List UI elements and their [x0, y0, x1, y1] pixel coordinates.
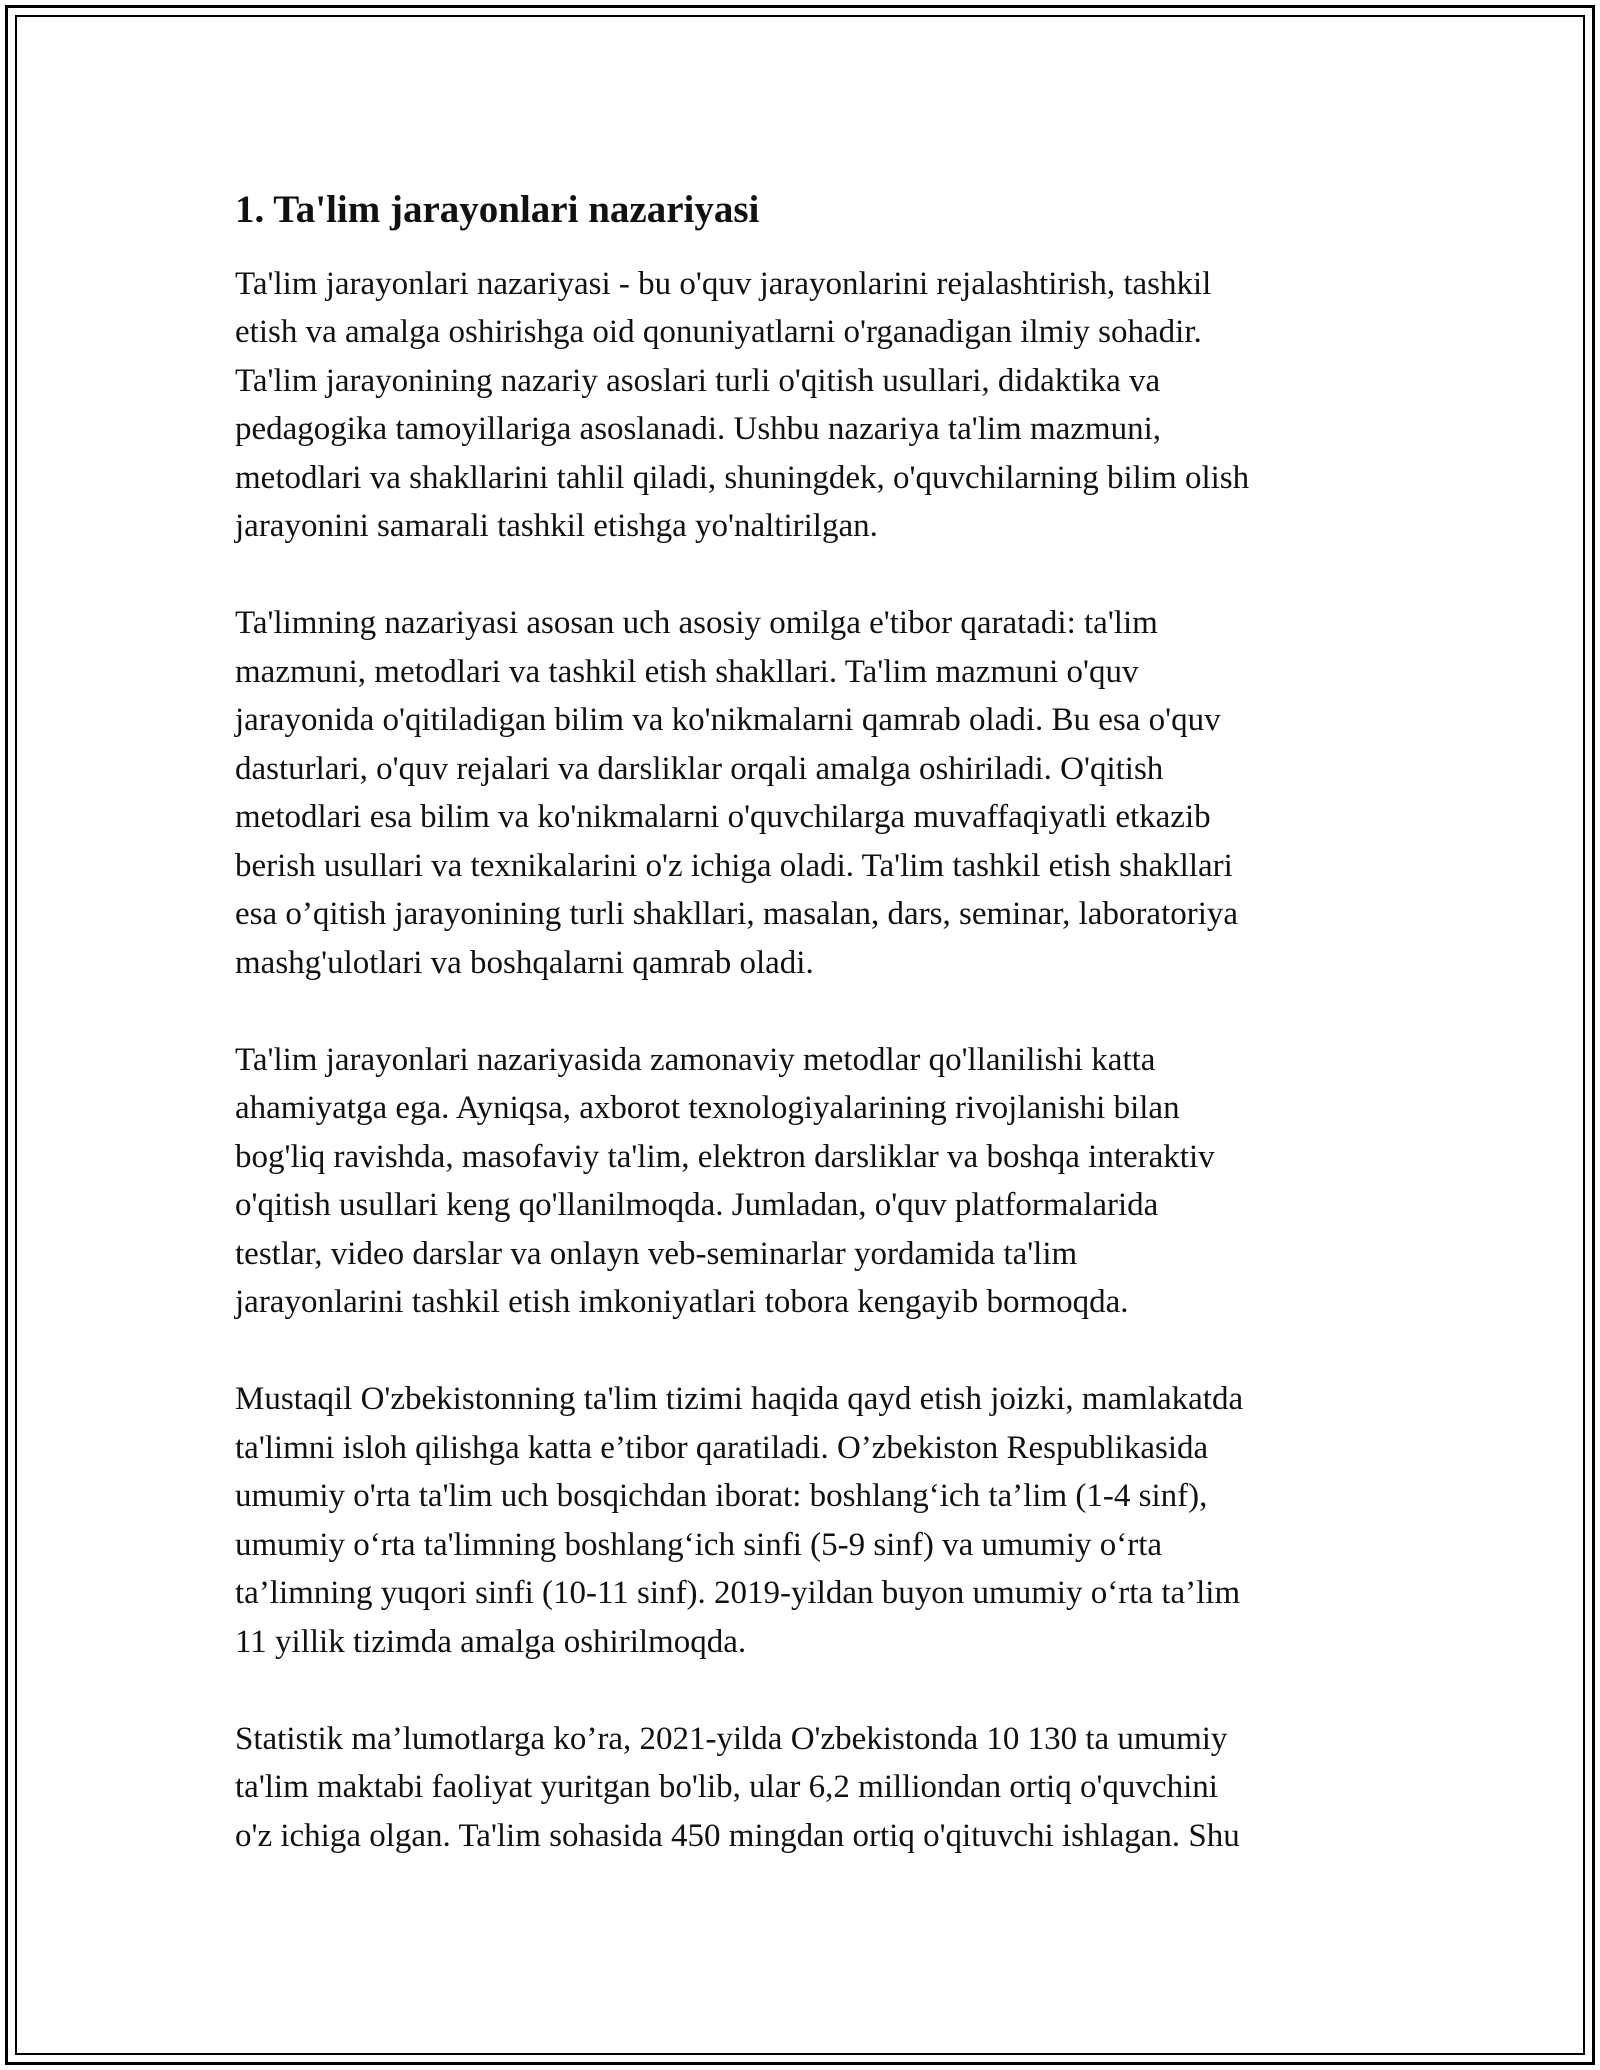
paragraph — [235, 1375, 1370, 1666]
paragraph-line: Ta'lim jarayonining nazariy asoslari turli o'qitish usullari, didaktika va — [235, 362, 1161, 399]
paragraph-line: jarayonlarini tashkil etish imkoniyatlari tobora kengayib bormoqda. — [235, 1284, 1129, 1321]
paragraph-line: o'qitish usullari keng qo'llanilmoqda. Jumladan, o'quv platformalarida — [235, 1187, 1159, 1224]
paragraph-list — [235, 260, 1370, 1861]
paragraph-line: o'z ichiga olgan. Ta'lim sohasida 450 mingdan ortiq o'qituvchi ishlagan. Shu — [235, 1817, 1240, 1854]
paragraph-line: Statistik ma’lumotlarga ko’ra, 2021-yilda O'zbekistonda 10 130 ta umumiy — [235, 1720, 1228, 1757]
paragraph-line: jarayonida o'qitiladigan bilim va ko'nikmalarni qamrab oladi. Bu esa o'quv — [235, 702, 1221, 739]
paragraph-line: testlar, video darslar va onlayn veb-seminarlar yordamida ta'lim — [235, 1235, 1078, 1272]
paragraph-line: ta'lim maktabi faoliyat yuritgan bo'lib, ular 6,2 milliondan ortiq o'quvchini — [235, 1769, 1218, 1806]
paragraph-line: ta’limning yuqori sinfi (10-11 sinf). 2019-yildan buyon umumiy o‘rta ta’lim — [235, 1575, 1241, 1612]
paragraph-line: metodlari esa bilim va ko'nikmalarni o'quvchilarga muvaffaqiyatli etkazib — [235, 799, 1211, 836]
paragraph — [235, 1715, 1370, 1861]
paragraph-line: jarayonini samarali tashkil etishga yo'naltirilgan. — [235, 508, 878, 545]
paragraph-line: umumiy o‘rta ta'limning boshlang‘ich sinfi (5-9 sinf) va umumiy o‘rta — [235, 1526, 1163, 1563]
paragraph-line: dasturlari, o'quv rejalari va darsliklar orqali amalga oshiriladi. O'qitish — [235, 750, 1164, 787]
paragraph — [235, 599, 1370, 987]
section-heading: 1. Ta'lim jarayonlari nazariyasi — [235, 188, 760, 231]
paragraph-line: Mustaqil O'zbekistonning ta'lim tizimi haqida qayd etish joizki, mamlakatda — [235, 1381, 1244, 1418]
paragraph-line: ta'limni isloh qilishga katta e’tibor qaratiladi. O’zbekiston Respublikasida — [235, 1429, 1209, 1466]
paragraph-line: mazmuni, metodlari va tashkil etish shakllari. Ta'lim mazmuni o'quv — [235, 653, 1139, 690]
paragraph-line: Ta'lim jarayonlari nazariyasi - bu o'quv jarayonlarini rejalashtirish, tashkil — [235, 265, 1212, 302]
paragraph-line: 11 yillik tizimda amalga oshirilmoqda. — [235, 1623, 747, 1660]
paragraph-line: esa o’qitish jarayonining turli shakllari, masalan, dars, seminar, laboratoriya — [235, 896, 1239, 933]
paragraph-line: mashg'ulotlari va boshqalarni qamrab oladi. — [235, 944, 814, 981]
paragraph-line: Ta'limning nazariyasi asosan uch asosiy omilga e'tibor qaratadi: ta'lim — [235, 605, 1158, 642]
paragraph-line: bog'liq ravishda, masofaviy ta'lim, elektron darsliklar va boshqa interaktiv — [235, 1138, 1215, 1175]
paragraph — [235, 260, 1370, 551]
paragraph-line: metodlari va shakllarini tahlil qiladi, shuningdek, o'quvchilarning bilim olish — [235, 459, 1250, 496]
paragraph-line: berish usullari va texnikalarini o'z ichiga oladi. Ta'lim tashkil etish shakllari — [235, 847, 1233, 884]
paragraph-line: etish va amalga oshirishga oid qonuniyatlarni o'rganadigan ilmiy sohadir. — [235, 314, 1202, 351]
paragraph-line: umumiy o'rta ta'lim uch bosqichdan iborat: boshlang‘ich ta’lim (1-4 sinf), — [235, 1478, 1208, 1515]
paragraph-line: pedagogika tamoyillariga asoslanadi. Ushbu nazariya ta'lim mazmuni, — [235, 411, 1161, 448]
paragraph-line: Ta'lim jarayonlari nazariyasida zamonaviy metodlar qo'llanilishi katta — [235, 1041, 1156, 1078]
document-body — [235, 185, 1370, 1909]
paragraph-line: ahamiyatga ega. Ayniqsa, axborot texnologiyalarining rivojlanishi bilan — [235, 1090, 1180, 1127]
paragraph — [235, 1036, 1370, 1327]
